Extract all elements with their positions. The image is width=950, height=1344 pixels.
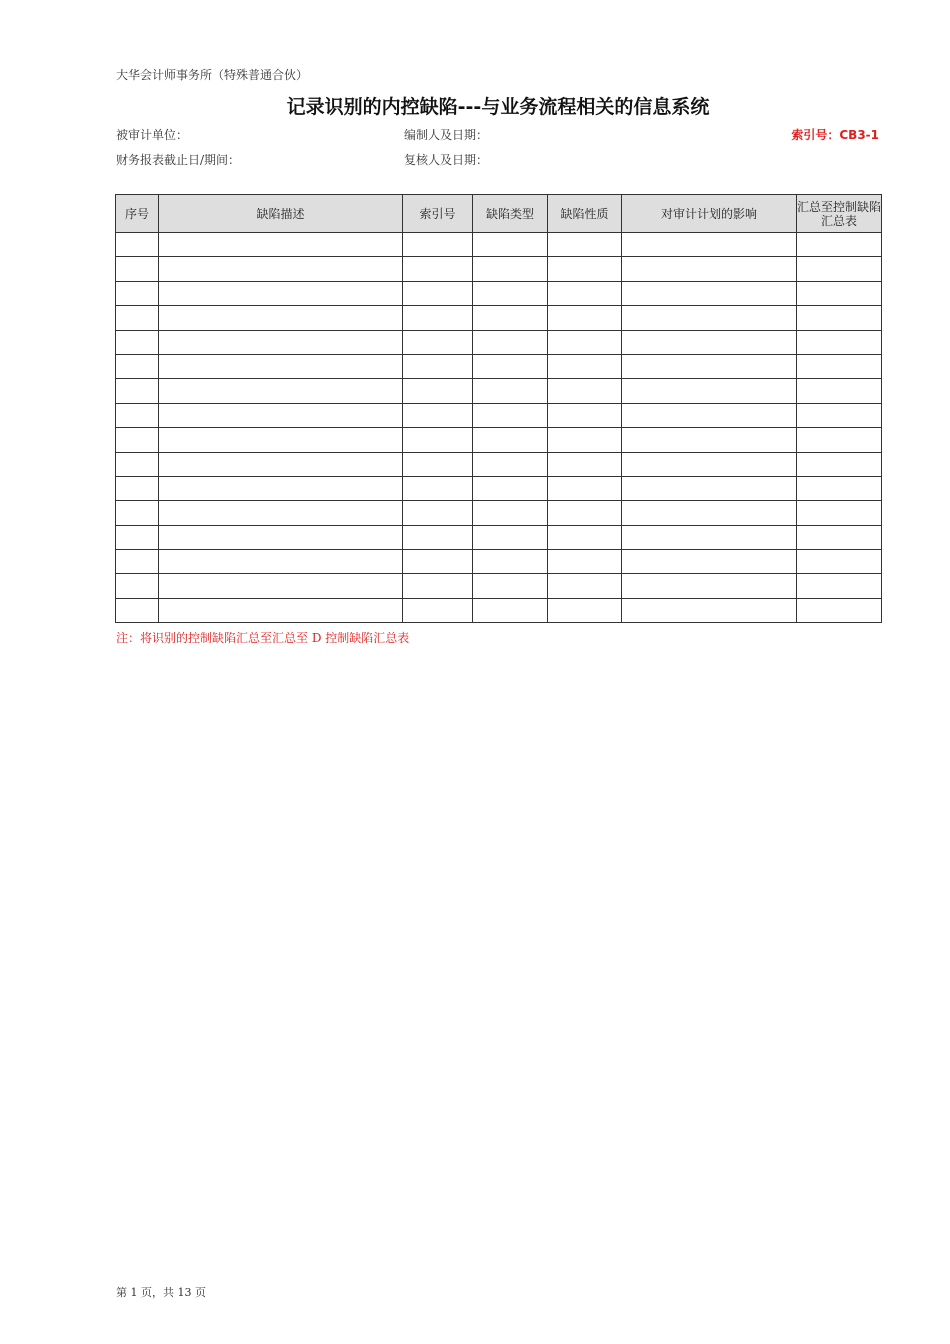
table-cell[interactable] [548, 574, 622, 598]
table-cell[interactable] [473, 550, 548, 574]
firm-name: 大华会计师事务所（特殊普通合伙） [116, 68, 309, 82]
table-cell[interactable] [159, 550, 403, 574]
table-row [116, 550, 882, 574]
table-cell[interactable] [116, 379, 159, 403]
table-cell[interactable] [797, 233, 882, 257]
table-cell[interactable] [473, 330, 548, 354]
table-cell[interactable] [548, 525, 622, 549]
header-summary: 汇总至控制缺陷汇总表 [797, 195, 882, 233]
table-cell[interactable] [473, 379, 548, 403]
table-cell[interactable] [159, 233, 403, 257]
table-cell[interactable] [622, 501, 797, 525]
period-label: 财务报表截止日/期间： [116, 153, 241, 167]
table-cell[interactable] [116, 574, 159, 598]
table-cell[interactable] [403, 452, 473, 476]
table-cell[interactable] [548, 354, 622, 378]
table-cell[interactable] [403, 598, 473, 622]
table-cell[interactable] [159, 379, 403, 403]
table-cell[interactable] [797, 428, 882, 452]
table-cell[interactable] [548, 257, 622, 281]
table-cell[interactable] [116, 428, 159, 452]
table-cell[interactable] [403, 501, 473, 525]
table-row [116, 428, 882, 452]
table-cell[interactable] [116, 306, 159, 330]
header-audit-impact: 对审计计划的影响 [622, 195, 797, 233]
table-cell[interactable] [116, 233, 159, 257]
table-cell[interactable] [548, 476, 622, 500]
table-row [116, 354, 882, 378]
table-cell[interactable] [797, 403, 882, 427]
table-cell[interactable] [797, 550, 882, 574]
table-cell[interactable] [797, 574, 882, 598]
table-cell[interactable] [548, 233, 622, 257]
table-row [116, 306, 882, 330]
table-row [116, 476, 882, 500]
table-cell[interactable] [797, 598, 882, 622]
table-row [116, 574, 882, 598]
table-row [116, 233, 882, 257]
table-cell[interactable] [622, 550, 797, 574]
table-cell[interactable] [622, 403, 797, 427]
table-cell[interactable] [473, 257, 548, 281]
table-row [116, 281, 882, 305]
table-cell[interactable] [548, 428, 622, 452]
table-cell[interactable] [622, 330, 797, 354]
table-cell[interactable] [622, 476, 797, 500]
table-cell[interactable] [159, 281, 403, 305]
table-cell[interactable] [473, 525, 548, 549]
table-cell[interactable] [797, 379, 882, 403]
table-cell[interactable] [797, 257, 882, 281]
table-body [116, 233, 882, 623]
table-cell[interactable] [159, 354, 403, 378]
table-cell[interactable] [797, 281, 882, 305]
table-cell[interactable] [797, 354, 882, 378]
table-cell[interactable] [116, 330, 159, 354]
table-cell[interactable] [622, 379, 797, 403]
table-cell[interactable] [548, 403, 622, 427]
table-cell[interactable] [403, 428, 473, 452]
table-cell[interactable] [403, 476, 473, 500]
table-row [116, 501, 882, 525]
audited-entity-label: 被审计单位： [116, 128, 189, 142]
page-footer: 第 1 页，共 13 页 [116, 1286, 206, 1299]
table-row [116, 330, 882, 354]
table-cell[interactable] [116, 281, 159, 305]
table-cell[interactable] [622, 598, 797, 622]
table-cell[interactable] [473, 428, 548, 452]
table-cell[interactable] [159, 306, 403, 330]
table-cell[interactable] [548, 501, 622, 525]
header-description: 缺陷描述 [159, 195, 403, 233]
table-cell[interactable] [548, 281, 622, 305]
table-cell[interactable] [159, 403, 403, 427]
table-cell[interactable] [159, 428, 403, 452]
table-cell[interactable] [159, 476, 403, 500]
header-type: 缺陷类型 [473, 195, 548, 233]
table-cell[interactable] [159, 452, 403, 476]
table-cell[interactable] [403, 257, 473, 281]
table-row [116, 598, 882, 622]
table-cell[interactable] [403, 525, 473, 549]
table-cell[interactable] [403, 330, 473, 354]
table-cell[interactable] [548, 550, 622, 574]
table-cell[interactable] [116, 476, 159, 500]
table-cell[interactable] [116, 598, 159, 622]
table-cell[interactable] [116, 403, 159, 427]
table-cell[interactable] [473, 354, 548, 378]
table-cell[interactable] [473, 452, 548, 476]
table-cell[interactable] [548, 452, 622, 476]
table-cell[interactable] [403, 379, 473, 403]
table-cell[interactable] [116, 354, 159, 378]
table-cell[interactable] [797, 452, 882, 476]
note-text: 注：将识别的控制缺陷汇总至汇总至 D 控制缺陷汇总表 [116, 631, 410, 645]
table-cell[interactable] [403, 574, 473, 598]
table-cell[interactable] [159, 501, 403, 525]
table-cell[interactable] [473, 476, 548, 500]
table-cell[interactable] [116, 501, 159, 525]
table-row [116, 403, 882, 427]
header-nature: 缺陷性质 [548, 195, 622, 233]
table-cell[interactable] [159, 574, 403, 598]
table-row [116, 257, 882, 281]
table-cell[interactable] [403, 306, 473, 330]
page-title: 记录识别的内控缺陷---与业务流程相关的信息系统 [286, 96, 710, 118]
table-row [116, 452, 882, 476]
table-cell[interactable] [403, 233, 473, 257]
preparer-label: 编制人及日期： [404, 128, 489, 142]
table-cell[interactable] [159, 598, 403, 622]
header-index: 索引号 [403, 195, 473, 233]
table-cell[interactable] [473, 574, 548, 598]
table-cell[interactable] [622, 574, 797, 598]
deficiency-table [115, 194, 882, 623]
table-cell[interactable] [548, 379, 622, 403]
table-cell[interactable] [548, 598, 622, 622]
table-cell[interactable] [622, 281, 797, 305]
table-cell[interactable] [622, 525, 797, 549]
table-cell[interactable] [159, 525, 403, 549]
table-cell[interactable] [473, 598, 548, 622]
table-cell[interactable] [473, 403, 548, 427]
table-cell[interactable] [116, 257, 159, 281]
table-cell[interactable] [622, 428, 797, 452]
table-cell[interactable] [797, 330, 882, 354]
table-header-row [116, 195, 882, 233]
table-cell[interactable] [622, 452, 797, 476]
table-cell[interactable] [797, 501, 882, 525]
table-row [116, 525, 882, 549]
table-cell[interactable] [159, 330, 403, 354]
table-cell[interactable] [473, 281, 548, 305]
table-cell[interactable] [473, 306, 548, 330]
table-cell[interactable] [116, 452, 159, 476]
table-cell[interactable] [622, 306, 797, 330]
table-cell[interactable] [622, 257, 797, 281]
table-row [116, 379, 882, 403]
table-cell[interactable] [403, 354, 473, 378]
table-cell[interactable] [797, 306, 882, 330]
table-cell[interactable] [116, 550, 159, 574]
table-cell[interactable] [403, 550, 473, 574]
table-cell[interactable] [548, 306, 622, 330]
table-cell[interactable] [403, 281, 473, 305]
table-cell[interactable] [473, 233, 548, 257]
index-reference: 索引号：CB3-1 [791, 128, 879, 142]
table-cell[interactable] [116, 525, 159, 549]
table-cell[interactable] [797, 525, 882, 549]
table-cell[interactable] [622, 233, 797, 257]
table-cell[interactable] [473, 501, 548, 525]
table-cell[interactable] [159, 257, 403, 281]
header-seq: 序号 [116, 195, 159, 233]
table-cell[interactable] [403, 403, 473, 427]
table-cell[interactable] [622, 354, 797, 378]
table-cell[interactable] [797, 476, 882, 500]
table-cell[interactable] [548, 330, 622, 354]
reviewer-label: 复核人及日期： [404, 153, 489, 167]
